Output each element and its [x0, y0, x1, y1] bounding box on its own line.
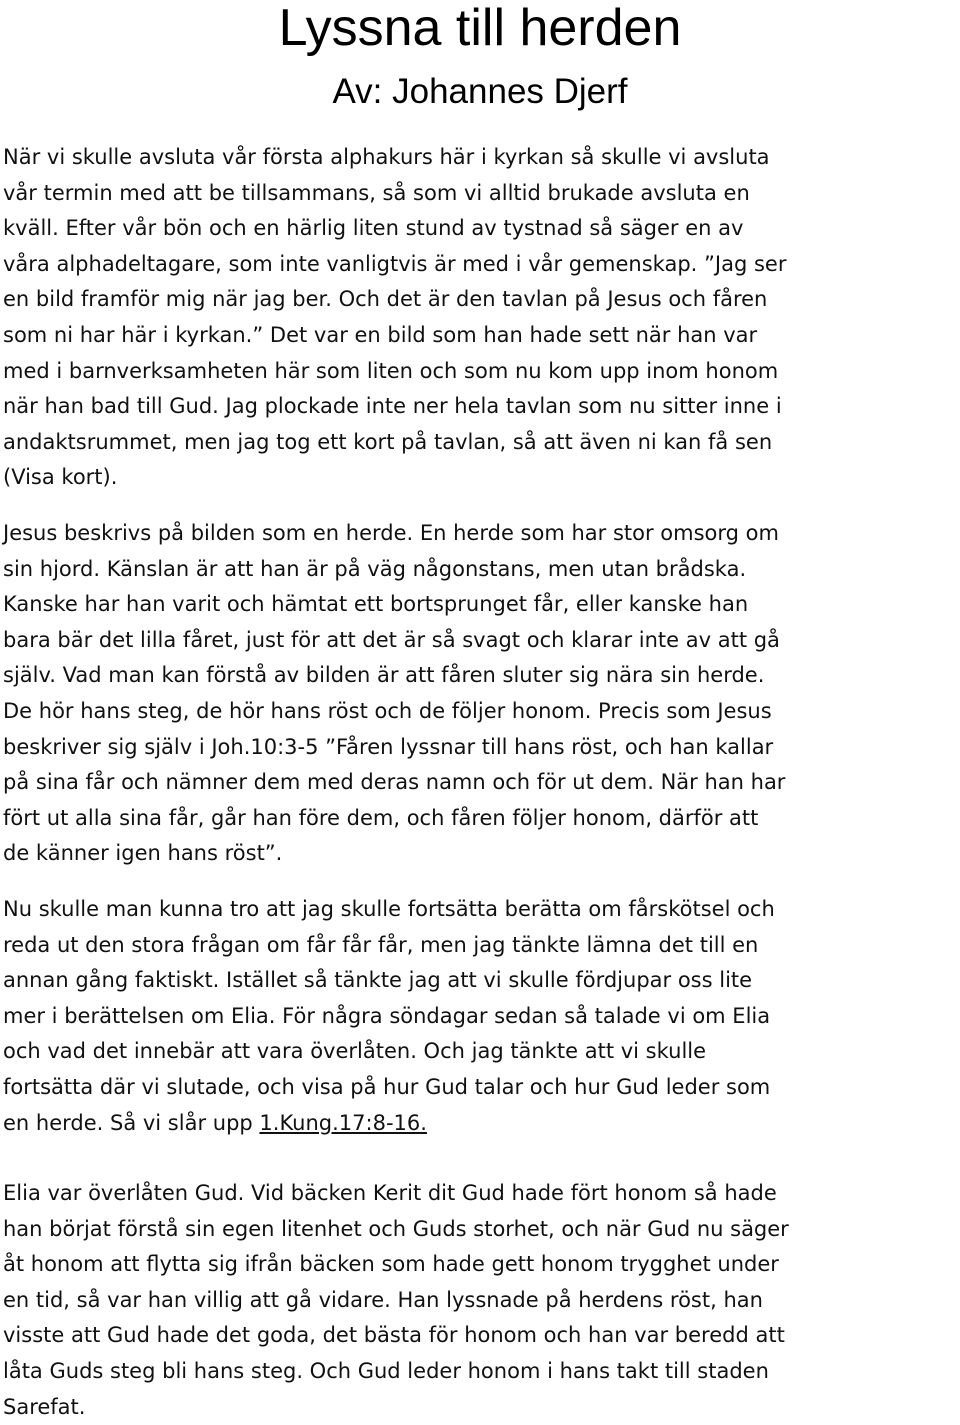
document-author: Av: Johannes Djerf	[332, 72, 628, 111]
paragraph-line: annan gång faktiskt. Istället så tänkte jag att vi skulle fördjupar oss lite	[3, 968, 753, 993]
paragraph-line: han börjat förstå sin egen litenhet och Guds storhet, och när Gud nu säger	[3, 1216, 789, 1241]
paragraph-line: som ni har här i kyrkan.” Det var en bild som han hade sett när han var	[3, 322, 758, 347]
paragraph-line: Nu skulle man kunna tro att jag skulle fortsätta berätta om fårskötsel och	[3, 897, 775, 921]
paragraph-line: beskriver sig själv i Joh.10:3-5 ”Fåren lyssnar till hans röst, och han kallar	[3, 734, 774, 759]
paragraph-line: De hör hans steg, de hör hans röst och de följer honom. Precis som Jesus	[3, 698, 772, 723]
paragraph-line: själv. Vad man kan förstå av bilden är att fåren sluter sig nära sin herde.	[3, 663, 765, 688]
paragraph-line: kväll. Efter vår bön och en härlig liten stund av tystnad så säger en av	[3, 216, 744, 241]
paragraph-line: visste att Gud hade det goda, det bästa för honom och han var beredd att	[3, 1323, 785, 1348]
paragraph-line: och vad det innebär att vara överlåten. Och jag tänkte att vi skulle	[3, 1039, 707, 1064]
paragraph-line: bara bär det lilla fåret, just för att det är så svagt och klarar inte av att gå	[3, 627, 780, 652]
paragraph-line: reda ut den stora frågan om får får får, men jag tänkte lämna det till en	[3, 932, 759, 957]
paragraph-1	[3, 140, 786, 496]
paragraph-line: när han bad till Gud. Jag plockade inte ner hela tavlan som nu sitter inne i	[3, 394, 782, 419]
paragraph-line: fört ut alla sina får, går han före dem, och fåren följer honom, därför att	[3, 805, 759, 830]
paragraph-line: mer i berättelsen om Elia. För några söndagar sedan så talade vi om Elia	[3, 1003, 771, 1028]
paragraph-line: en bild framför mig när jag ber. Och det är den tavlan på Jesus och fåren	[3, 287, 768, 312]
paragraph-2	[3, 516, 785, 872]
paragraph-line: de känner igen hans röst”.	[3, 841, 283, 866]
paragraph-line: andaktsrummet, men jag tog ett kort på tavlan, så att även ni kan få sen	[3, 429, 773, 454]
document-title: Lyssna till herden	[278, 0, 682, 57]
paragraph-last-line	[3, 1106, 775, 1142]
paragraph-line: (Visa kort).	[3, 465, 118, 490]
paragraph-line: låta Guds steg bli hans steg. Och Gud leder honom i hans takt till staden	[3, 1358, 769, 1383]
paragraph-line: med i barnverksamheten här som liten och som nu kom upp inom honom	[3, 358, 779, 383]
paragraph-3	[3, 892, 775, 1141]
paragraph-line: sin hjord. Känslan är att han är på väg någonstans, men utan brådska.	[3, 556, 747, 581]
paragraph-line-text: en herde. Så vi slår upp	[3, 1110, 260, 1135]
paragraph-line: på sina får och nämner dem med deras namn och för ut dem. När han har	[3, 770, 786, 795]
paragraph-line: Sarefat.	[3, 1394, 86, 1419]
paragraph-line: När vi skulle avsluta vår första alphakurs här i kyrkan så skulle vi avsluta	[3, 145, 770, 169]
paragraph-line: Elia var överlåten Gud. Vid bäcken Kerit dit Gud hade fört honom så hade	[3, 1181, 777, 1205]
paragraph-line: vår termin med att be tillsammans, så som vi alltid brukade avsluta en	[3, 180, 750, 205]
paragraph-line: fortsätta där vi slutade, och visa på hur Gud talar och hur Gud leder som	[3, 1074, 771, 1099]
scripture-reference-link[interactable]: 1.Kung.17:8-16.	[259, 1110, 427, 1135]
paragraph-line: åt honom att flytta sig ifrån bäcken som hade gett honom trygghet under	[3, 1252, 779, 1277]
paragraph-line: en tid, så var han villig att gå vidare. Han lyssnade på herdens röst, han	[3, 1287, 763, 1312]
paragraph-line: Jesus beskrivs på bilden som en herde. En herde som har stor omsorg om	[3, 521, 779, 545]
paragraph-line: Kanske har han varit och hämtat ett bortsprunget får, eller kanske han	[3, 592, 749, 617]
paragraph-4	[3, 1176, 789, 1425]
paragraph-line: våra alphadeltagare, som inte vanligtvis är med i vår gemenskap. ”Jag ser	[3, 251, 787, 276]
